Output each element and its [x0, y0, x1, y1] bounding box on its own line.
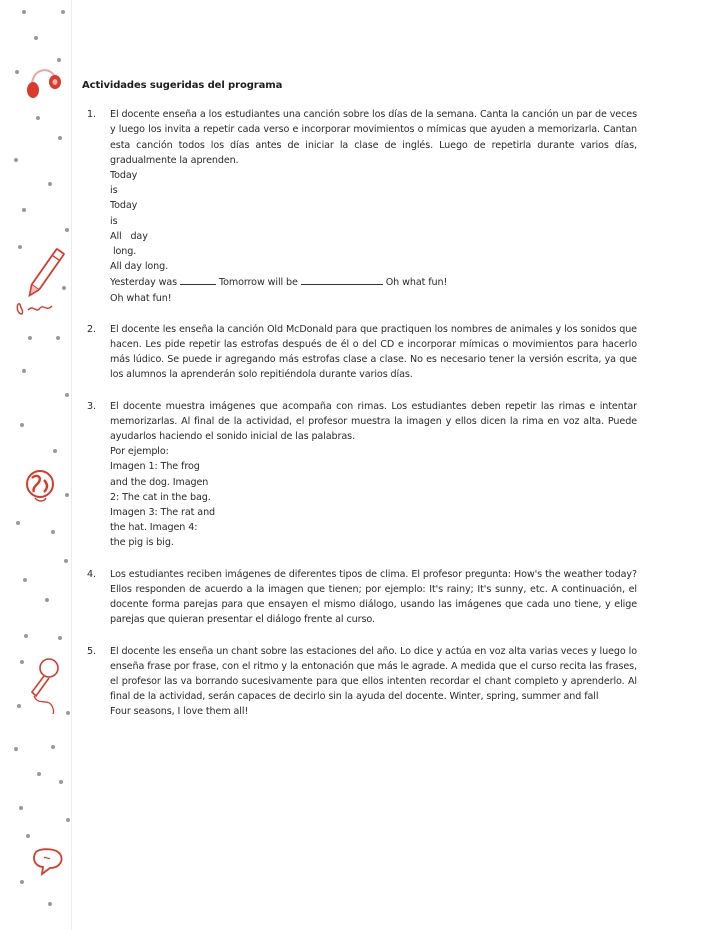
chant-line: Four seasons, I love them all!: [110, 706, 249, 718]
dot: [36, 116, 40, 120]
page-title: Actividades sugeridas del programa: [82, 80, 283, 91]
dot: [61, 10, 65, 14]
margin-line: [71, 0, 72, 930]
headphones-icon: [22, 58, 64, 102]
dot: [45, 598, 49, 602]
song-fill-line: [110, 274, 637, 290]
dot: [56, 336, 60, 340]
rhyme-line: the pig is big.: [110, 537, 174, 549]
fill-text-1: Yesterday was: [110, 277, 178, 289]
rhyme-line: Por ejemplo:: [110, 446, 169, 458]
dot: [26, 834, 30, 838]
dot: [16, 521, 20, 525]
dot: [22, 208, 26, 212]
dot: [24, 634, 28, 638]
dot: [65, 393, 69, 397]
dot: [65, 493, 69, 497]
dot: [20, 880, 24, 884]
item-paragraph: El docente enseña a los estudiantes una canción sobre los días de la semana. Canta la canción un par de veces y luego los invita a repetir cada verso e incorporar movimientos o mímicas que ayuden a memorizarla. Cantan esta canción todos los días antes de iniciar la clase de inglés. Luego de repetirla durante varios días, gradualmente la aprenden.: [110, 109, 637, 166]
blank-line: [301, 274, 383, 285]
fill-text-3: Oh what fun!: [385, 277, 448, 289]
item-paragraph: El docente les enseña la canción Old McDonald para que practiquen los nombres de animales y los sonidos que hacen. Les pide repetir las estrofas después de él o del CD e incorporar mímicas o movimientos para hacerlo más lúdico. Se puede ir agregando más estrofas clase a clase. No es necesario tener la versión escrita, ya que los alumnos la aprenderán solo repitiéndola durante varios días.: [110, 323, 637, 381]
fill-text-2: Tomorrow will be: [218, 277, 298, 289]
rhyme-line: the hat. Imagen 4:: [110, 522, 198, 534]
document-page: [82, 78, 637, 736]
dot: [65, 228, 69, 232]
dot: [14, 747, 18, 751]
item-number: 1.: [87, 109, 96, 121]
dot: [28, 336, 32, 340]
dot: [23, 578, 27, 582]
dot: [53, 449, 57, 453]
rhyme-line: and the dog. Imagen: [110, 476, 209, 488]
dot: [17, 704, 21, 708]
item-number: 5.: [87, 645, 96, 657]
dot: [48, 902, 52, 906]
item-number: 3.: [87, 400, 96, 412]
dot: [15, 70, 19, 74]
dot: [48, 182, 52, 186]
item-paragraph: El docente les enseña un chant sobre las estaciones del año. Lo dice y actúa en voz alta varias veces y luego lo enseña frase por frase, con el ritmo y la entonación que más le agrade. A medida que el curso recita las frases, el profesor las va borrando sucesivamente para que ellos intenten recordar el chant completo y aprenderlo. Al final de la actividad, serán capaces de decirlo sin la ayuda del docente. Winter, spring, summer and fall: [110, 645, 637, 703]
activity-item-3: [82, 399, 637, 551]
dot: [20, 423, 24, 427]
item-number: 2.: [87, 323, 96, 335]
dot: [59, 780, 63, 784]
dot: [66, 818, 70, 822]
song-line: All day: [110, 230, 148, 242]
dot: [14, 158, 18, 162]
rhyme-line: 2: The cat in the bag.: [110, 491, 211, 503]
globe-icon: [22, 466, 60, 506]
song-line: Oh what fun!: [110, 292, 172, 304]
item-paragraph: El docente muestra imágenes que acompaña con rimas. Los estudiantes deben repetir las rimas e intentar memorizarlas. Al final de la actividad, el profesor muestra la imagen y ellos dicen la rima en voz alta. Puede ayudarlos haciendo el sonido inicial de las palabras.: [110, 400, 637, 443]
activity-item-1: [82, 107, 637, 306]
speech-bubble-icon: [30, 846, 66, 876]
dot: [51, 530, 55, 534]
song-line: is: [110, 185, 118, 197]
pencil-icon: [14, 244, 68, 320]
dot: [66, 711, 70, 715]
dot: [58, 636, 62, 640]
dot: [37, 772, 41, 776]
song-line: long.: [110, 246, 137, 258]
rhyme-line: Imagen 1: The frog: [110, 461, 200, 473]
item-number: 4.: [87, 568, 96, 580]
activity-item-5: [82, 644, 637, 720]
song-line: All day long.: [110, 261, 169, 273]
microphone-icon: [24, 656, 64, 714]
dot: [34, 36, 38, 40]
dot: [22, 369, 26, 373]
activity-item-4: [82, 567, 637, 628]
song-line: Today: [110, 200, 138, 212]
dot: [19, 806, 23, 810]
dot: [64, 559, 68, 563]
activity-item-2: [82, 322, 637, 383]
dot: [58, 136, 62, 140]
blank-line: [180, 274, 216, 285]
dot: [51, 745, 55, 749]
song-line: Today: [110, 170, 138, 182]
rhyme-line: Imagen 3: The rat and: [110, 507, 216, 519]
item-paragraph: Los estudiantes reciben imágenes de diferentes tipos de clima. El profesor pregunta: How's the weather today? Ellos responden de acuerdo a la imagen que tienen; por ejemplo: It's rainy; It's sunny, etc. A continuación, el docente forma parejas para que ensayen el mismo diálogo, usando las imágenes que cada uno tiene, y elige parejas que quieran presentar el diálogo frente al curso.: [110, 568, 637, 626]
dot: [22, 10, 26, 14]
song-line: is: [110, 215, 118, 227]
